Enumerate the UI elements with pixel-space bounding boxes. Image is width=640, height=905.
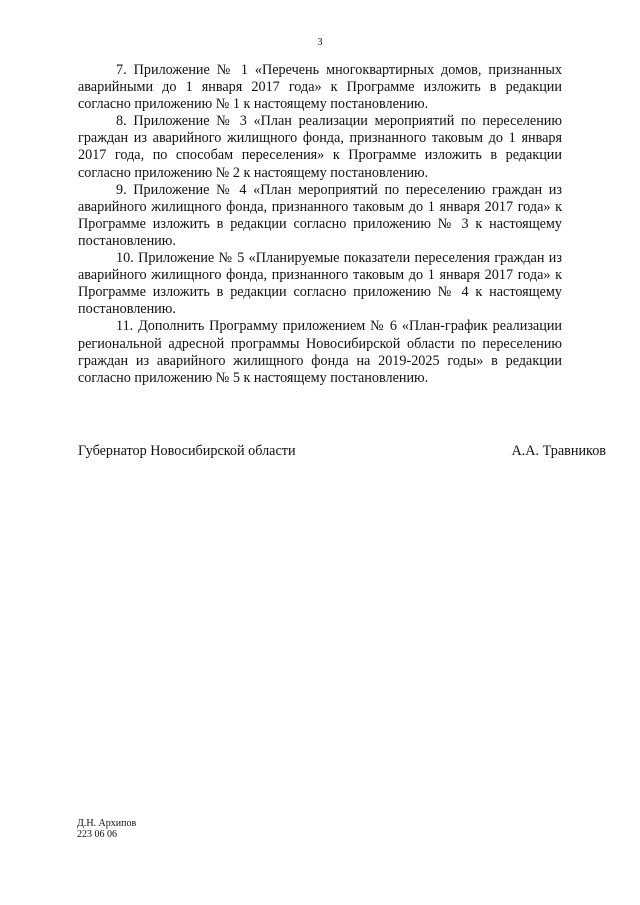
paragraph-item-11: 11. Дополнить Программу приложением № 6 «План-график реализации региональной адресной программы Новосибирской области по переселению граждан из аварийного жилищного фонда на 2019-2025 годы» в редакции согласно приложению № 5 к настоящему постановлению.	[78, 318, 562, 386]
executor-footer	[77, 818, 136, 840]
paragraph-item-8: 8. Приложение № 3 «План реализации мероприятий по переселению граждан из аварийного жилищного фонда, признанного таковым до 1 января 2017 года, по способам переселения» к Программе изложить в редакции согласно приложению № 2 к настоящему постановлению.	[78, 113, 562, 181]
executor-phone: 223 06 06	[77, 829, 117, 840]
signatory-name: А.А. Травников	[511, 443, 606, 459]
signature-block	[78, 443, 606, 460]
paragraph-item-9: 9. Приложение № 4 «План мероприятий по переселению граждан из аварийного жилищного фонда, признанного таковым до 1 января 2017 года» к Программе изложить в редакции согласно приложению № 3 к настоящему постановлению.	[78, 181, 562, 249]
executor-name: Д.Н. Архипов	[77, 818, 137, 829]
paragraph-item-7: 7. Приложение № 1 «Перечень многоквартирных домов, признанных аварийными до 1 января 2017 года» к Программе изложить в редакции согласно приложению № 1 к настоящему постановлению.	[78, 62, 562, 113]
page-number: 3	[317, 37, 323, 48]
document-body	[78, 62, 562, 387]
paragraph-item-10: 10. Приложение № 5 «Планируемые показатели переселения граждан из аварийного жилищного фонда, признанного таковым до 1 января 2017 года» к Программе изложить в редакции согласно приложению № 4 к настоящему постановлению.	[78, 250, 562, 318]
signatory-position: Губернатор Новосибирской области	[78, 443, 296, 459]
